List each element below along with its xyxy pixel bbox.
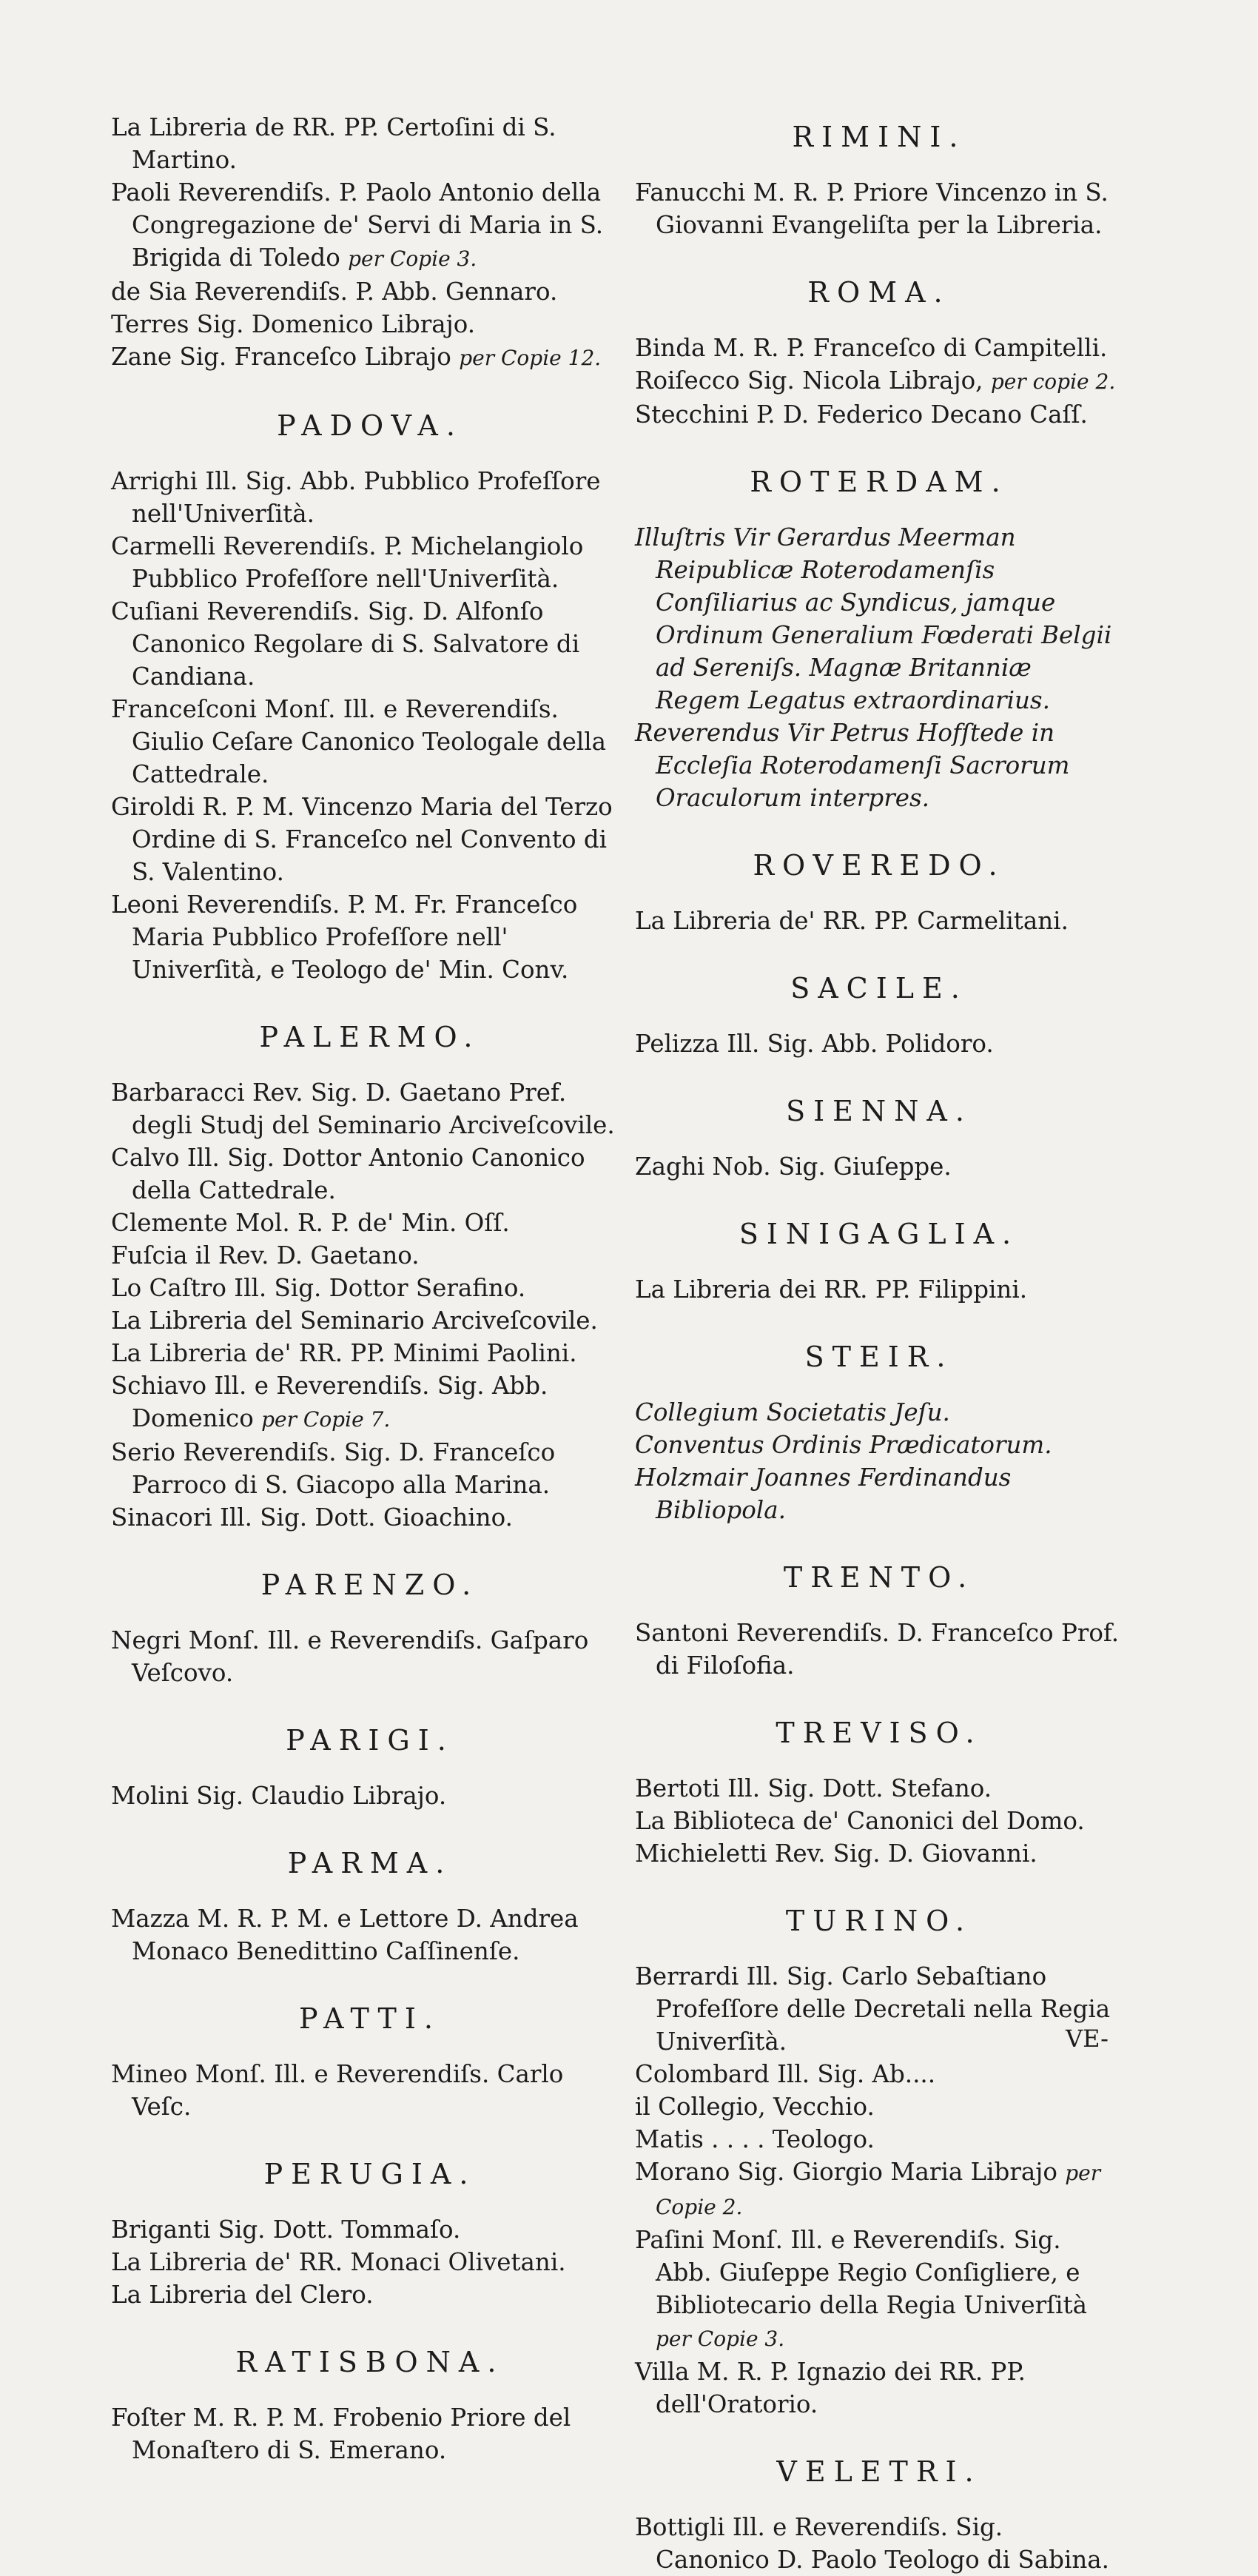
subscriber-name: Schiavo Ill. e Reverendiſs. Sig. Abb. Domenico	[111, 1372, 548, 1432]
subscriber-entry	[635, 1772, 1123, 1805]
city-heading	[111, 2156, 629, 2193]
subscriber-entry	[635, 1837, 1123, 1870]
city-heading-text: TURINO.	[785, 1905, 973, 1937]
subscriber-name: Sinacori Ill. Sig. Dott. Gioachino.	[111, 1503, 513, 1532]
city-heading-text: TREVISO.	[776, 1717, 983, 1749]
subscriber-name: Collegium Societatis Jeſu.	[635, 1398, 950, 1426]
subscriber-name: Mineo Monſ. Ill. e Reverendiſs. Carlo Veſc.	[111, 2060, 564, 2121]
subscriber-name: Paoli Reverendiſs. P. Paolo Antonio della Congregazione de' Servi di Maria in S. Brigida di Toledo	[111, 178, 604, 272]
subscriber-entry	[635, 2058, 1123, 2090]
subscriber-name: Holzmair Joannes Ferdinandus Bibliopola.	[635, 1463, 1012, 1524]
city-heading-text: PARIGI.	[286, 1724, 454, 1757]
subscriber-name: Molini Sig. Claudio Librajo.	[111, 1782, 447, 1810]
city-heading	[635, 1338, 1123, 1375]
city-heading	[635, 847, 1123, 884]
city-heading-text: PATTI.	[299, 2002, 441, 2035]
subscriber-entry	[111, 2278, 629, 2311]
city-heading	[635, 1215, 1123, 1252]
city-heading	[635, 2453, 1123, 2490]
city-heading	[111, 1566, 629, 1603]
subscriber-name: Pelizza Ill. Sig. Abb. Polidoro.	[635, 1030, 994, 1058]
subscriber-name: Leoni Reverendiſs. P. M. Fr. Franceſco Maria Pubblico Profeſſore nell' Univerſità, e Teologo de' Min. Conv.	[111, 890, 578, 984]
subscriber-name: Michieletti Rev. Sig. D. Giovanni.	[635, 1839, 1037, 1868]
subscriber-entry	[111, 2401, 629, 2466]
subscriber-name: Carmelli Reverendiſs. P. Michelangiolo Pubblico Profeſſore nell'Univerſità.	[111, 532, 584, 593]
subscriber-entry	[111, 465, 629, 530]
copies-note: per Copie 7.	[261, 1407, 391, 1432]
subscriber-entry	[111, 888, 629, 986]
subscriber-name: Matis . . . . Teologo.	[635, 2125, 875, 2153]
subscriber-entry	[111, 2058, 629, 2123]
city-heading	[635, 1714, 1123, 1751]
city-heading-text: RATISBONA.	[235, 2346, 505, 2378]
city-heading	[635, 1902, 1123, 1939]
subscriber-entry	[111, 1902, 629, 1968]
subscriber-name: Serio Reverendiſs. Sig. D. Franceſco Parroco di S. Giacopo alla Marina.	[111, 1438, 556, 1499]
subscriber-entry	[635, 176, 1123, 241]
subscriber-name: Bertoti Ill. Sig. Dott. Stefano.	[635, 1774, 992, 1802]
subscriber-entry-latin	[635, 1429, 1123, 1461]
subscriber-name: Reverendus Vir Petrus Hofſtede in Eccleſia Roterodamenſi Sacrorum Oraculorum interpres.	[635, 719, 1070, 812]
city-heading	[635, 274, 1123, 311]
subscriber-name: de Sia Reverendiſs. P. Abb. Gennaro.	[111, 278, 558, 306]
subscriber-name: La Libreria del Clero.	[111, 2281, 374, 2309]
subscriber-name: Stecchini P. D. Federico Decano Caſſ.	[635, 400, 1088, 429]
city-heading-text: STEIR.	[804, 1341, 954, 1373]
subscriber-entry	[111, 1624, 629, 1689]
subscriber-entry	[111, 530, 629, 595]
subscriber-name: Fuſcia il Rev. D. Gaetano.	[111, 1241, 420, 1269]
subscriber-name: Roiſecco Sig. Nicola Librajo,	[635, 366, 983, 395]
subscriber-entry-latin	[635, 1396, 1123, 1429]
subscriber-entry	[635, 1805, 1123, 1837]
city-heading	[111, 1019, 629, 1056]
city-heading-text: PERUGIA.	[263, 2158, 477, 2190]
subscriber-name: Mazza M. R. P. M. e Lettore D. Andrea Monaco Benedittino Caſſinenſe.	[111, 1905, 579, 1965]
city-heading-text: ROTERDAM.	[750, 466, 1009, 498]
subscriber-entry	[635, 2090, 1123, 2123]
subscriber-name: La Libreria de' RR. PP. Carmelitani.	[635, 907, 1069, 935]
subscriber-entry	[111, 341, 629, 375]
right-column	[635, 111, 1123, 2576]
subscriber-entry	[111, 1337, 629, 1369]
city-heading	[111, 2000, 629, 2037]
city-heading-text: SIENNA.	[786, 1095, 972, 1127]
city-heading	[111, 1845, 629, 1882]
subscriber-entry	[111, 1369, 629, 1436]
subscriber-entry	[111, 1304, 629, 1337]
city-heading	[111, 407, 629, 444]
city-heading-text: VELETRI.	[776, 2455, 982, 2488]
subscriber-entry	[635, 1150, 1123, 1183]
subscriber-entry-latin	[635, 717, 1123, 814]
subscriber-entry	[635, 2511, 1123, 2576]
subscriber-entry	[111, 1501, 629, 1534]
subscriber-entry	[635, 1273, 1123, 1306]
subscriber-name: Villa M. R. P. Ignazio dei RR. PP. dell'Oratorio.	[635, 2358, 1026, 2418]
subscriber-name: Conventus Ordinis Prædicatorum.	[635, 1431, 1052, 1459]
subscriber-name: Lo Caſtro Ill. Sig. Dottor Serafino.	[111, 1274, 526, 1302]
subscriber-name: Terres Sig. Domenico Librajo.	[111, 310, 476, 338]
city-heading	[111, 2344, 629, 2381]
subscriber-entry	[635, 1617, 1123, 1682]
subscriber-entry	[111, 1780, 629, 1812]
subscriber-name: La Libreria dei RR. PP. Filippini.	[635, 1275, 1028, 1304]
subscriber-entry	[111, 176, 629, 275]
subscriber-name: Barbaracci Rev. Sig. D. Gaetano Pref. degli Studj del Seminario Arciveſcovile.	[111, 1079, 615, 1139]
subscriber-entry	[111, 1141, 629, 1207]
subscriber-name: Giroldi R. P. M. Vincenzo Maria del Terzo Ordine di S. Franceſco nel Convento di S. Valentino.	[111, 793, 613, 886]
subscriber-entry-latin	[635, 1461, 1123, 1526]
copies-note: per Copie 12.	[459, 346, 602, 370]
city-heading	[111, 1722, 629, 1759]
catchword: VE-	[1066, 2025, 1109, 2053]
subscriber-entry	[111, 308, 629, 341]
city-heading-text: TRENTO.	[783, 1561, 975, 1594]
subscriber-entry	[111, 2213, 629, 2246]
subscriber-name: Briganti Sig. Dott. Tommaſo.	[111, 2216, 461, 2244]
city-heading-text: PALERMO.	[259, 1021, 481, 1053]
subscriber-name: Cuſiani Reverendiſs. Sig. D. Alfonſo Canonico Regolare di S. Salvatore di Candiana.	[111, 597, 580, 691]
subscriber-entry	[111, 1272, 629, 1304]
subscriber-entry	[635, 2123, 1123, 2156]
subscriber-entry	[635, 332, 1123, 364]
city-heading	[635, 1093, 1123, 1130]
city-heading-text: PARMA.	[287, 1847, 453, 1879]
subscriber-entry	[111, 275, 629, 308]
subscriber-name: il Collegio, Vecchio.	[635, 2093, 875, 2121]
subscriber-name: Foſter M. R. P. M. Frobenio Priore del Monaſtero di S. Emerano.	[111, 2404, 571, 2464]
subscriber-entry	[635, 2224, 1123, 2355]
subscriber-entry	[635, 1960, 1123, 2058]
subscriber-name: Zaghi Nob. Sig. Giuſeppe.	[635, 1153, 952, 1181]
copies-note: per Copie 2.	[656, 2161, 1101, 2219]
subscriber-entry-latin	[635, 521, 1123, 717]
subscriber-entry	[635, 2156, 1123, 2224]
city-heading-text: ROMA.	[807, 276, 951, 309]
subscriber-name: Illuſtris Vir Gerardus Meerman Reipublicæ Roterodamenſis Conſiliarius ac Syndicus, jamque Ordinum Generalium Fœderati Belgii ad Sereniſs. Magnæ Britanniæ Regem Legatus extraordinarius.	[635, 523, 1112, 714]
subscriber-name: Binda M. R. P. Franceſco di Campitelli.	[635, 334, 1108, 362]
subscriber-entry	[111, 1076, 629, 1141]
subscriber-name: Bottigli Ill. e Reverendiſs. Sig. Canonico D. Paolo Teologo di Sabina.	[635, 2513, 1109, 2574]
subscriber-entry	[111, 2246, 629, 2278]
subscriber-entry	[635, 364, 1123, 398]
subscriber-entry	[635, 398, 1123, 431]
subscriber-entry	[111, 791, 629, 888]
subscriber-name: La Libreria de' RR. PP. Minimi Paolini.	[111, 1339, 577, 1367]
subscriber-name: Calvo Ill. Sig. Dottor Antonio Canonico della Cattedrale.	[111, 1144, 585, 1204]
subscriber-entry	[111, 1436, 629, 1501]
city-heading-text: PADOVA.	[277, 409, 463, 442]
subscriber-name: Fanucchi M. R. P. Priore Vincenzo in S. Giovanni Evangeliſta per la Libreria.	[635, 178, 1109, 239]
city-heading-text: PARENZO.	[260, 1569, 480, 1601]
subscriber-name: Paſini Monſ. Ill. e Reverendiſs. Sig. Abb. Giuſeppe Regio Conſigliere, e Bibliotecario della Regia Univerſità	[635, 2226, 1087, 2319]
copies-note: per copie 2.	[990, 369, 1116, 394]
city-heading-text: RIMINI.	[792, 121, 966, 153]
subscriber-name: La Libreria del Seminario Arciveſcovile.	[111, 1307, 598, 1335]
city-heading-text: SACILE.	[790, 972, 968, 1004]
city-heading-text: ROVEREDO.	[753, 849, 1006, 882]
subscriber-name: Zane Sig. Franceſco Librajo	[111, 343, 451, 371]
subscriber-entry	[111, 693, 629, 791]
subscriber-entry	[635, 905, 1123, 937]
subscriber-name: Santoni Reverendiſs. D. Franceſco Prof. di Filoſofia.	[635, 1619, 1120, 1680]
subscriber-entry	[111, 595, 629, 693]
subscriber-name: Colombard Ill. Sig. Ab....	[635, 2060, 936, 2088]
subscriber-name: Negri Monſ. Ill. e Reverendiſs. Gaſparo Veſcovo.	[111, 1626, 589, 1687]
subscriber-name: Arrighi Ill. Sig. Abb. Pubblico Profeſſore nell'Univerſità.	[111, 467, 601, 528]
city-heading	[635, 118, 1123, 155]
city-heading	[635, 463, 1123, 500]
city-heading-text: SINIGAGLIA.	[739, 1218, 1020, 1250]
copies-note: per Copie 3.	[348, 246, 477, 271]
copies-note: per Copie 3.	[656, 2327, 785, 2351]
subscriber-name: Morano Sig. Giorgio Maria Librajo	[635, 2158, 1057, 2186]
subscriber-entry	[111, 1207, 629, 1239]
subscriber-name: La Libreria de RR. PP. Certoſini di S. Martino.	[111, 113, 556, 174]
subscriber-entry	[635, 2355, 1123, 2421]
subscriber-entry	[635, 1027, 1123, 1060]
subscriber-name: Franceſconi Monſ. Ill. e Reverendiſs. Giulio Ceſare Canonico Teologale della Cattedrale.	[111, 695, 607, 788]
subscriber-name: La Biblioteca de' Canonici del Domo.	[635, 1807, 1085, 1835]
subscriber-entry	[111, 111, 629, 176]
subscriber-entry	[111, 1239, 629, 1272]
subscriber-name: Berrardi Ill. Sig. Carlo Sebaſtiano Profeſſore delle Decretali nella Regia Univerſità.	[635, 1962, 1111, 2056]
subscriber-name: Clemente Mol. R. P. de' Min. Oſſ.	[111, 1209, 510, 1237]
city-heading	[635, 970, 1123, 1007]
subscriber-name: La Libreria de' RR. Monaci Olivetani.	[111, 2248, 566, 2276]
city-heading	[635, 1559, 1123, 1596]
left-column	[111, 111, 629, 2466]
